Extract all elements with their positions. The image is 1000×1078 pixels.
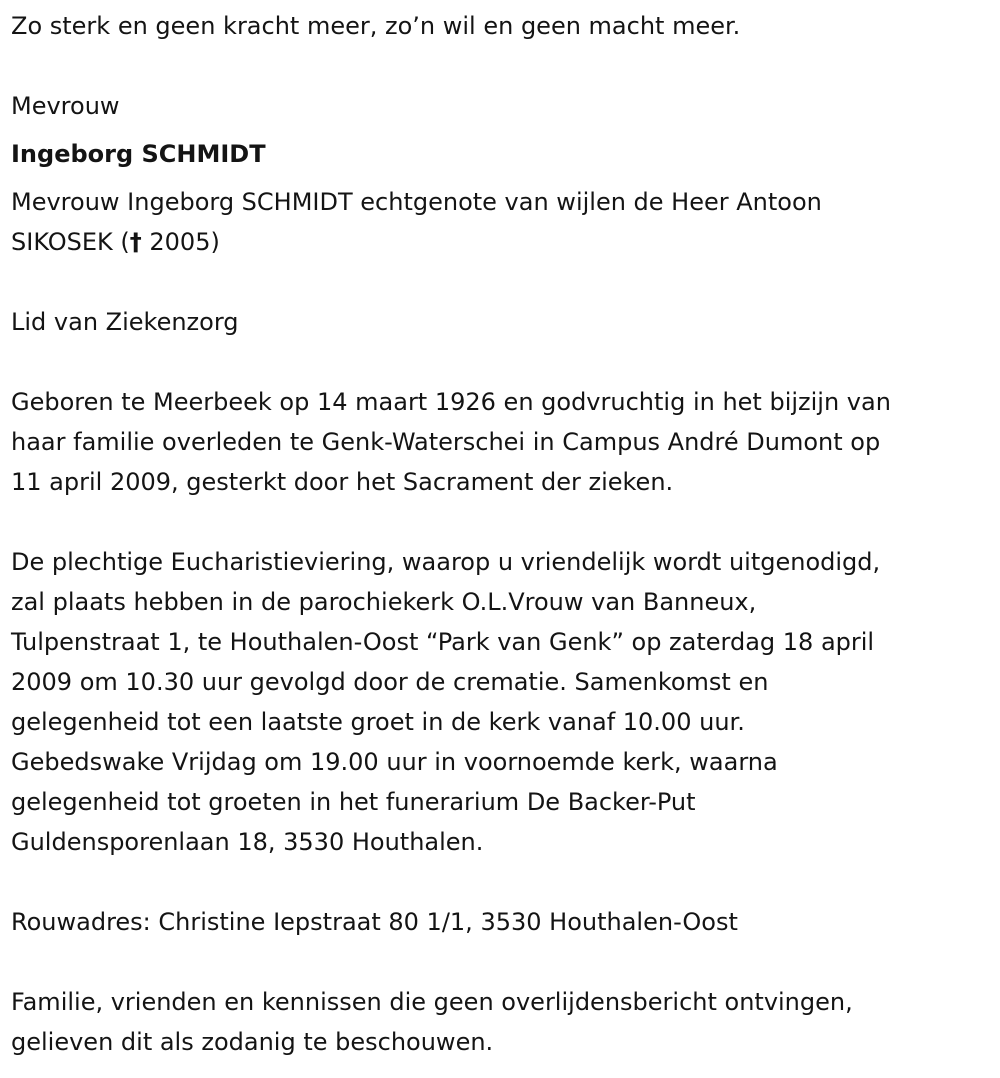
ceremony-line-1: De plechtige Eucharistieviering, waarop u vriendelijk wordt uitgenodigd, bbox=[11, 548, 881, 576]
deceased-name: Ingeborg SCHMIDT bbox=[11, 140, 266, 168]
birth-line-3: 11 april 2009, gesterkt door het Sacrament der zieken. bbox=[11, 468, 674, 496]
ceremony-line-6: Gebedswake Vrijdag om 19.00 uur in voornoemde kerk, waarna bbox=[11, 748, 778, 776]
spouse-line-2-prefix: SIKOSEK ( bbox=[11, 228, 130, 256]
cross-icon: † bbox=[129, 228, 142, 256]
membership: Lid van Ziekenzorg bbox=[11, 308, 239, 336]
ceremony-line-2: zal plaats hebben in de parochiekerk O.L.Vrouw van Banneux, bbox=[11, 588, 757, 616]
ceremony-line-4: 2009 om 10.30 uur gevolgd door de crematie. Samenkomst en bbox=[11, 668, 769, 696]
salutation: Mevrouw bbox=[11, 92, 120, 120]
spouse-line-2-suffix: 2005) bbox=[141, 228, 220, 256]
closing-line-2: gelieven dit als zodanig te beschouwen. bbox=[11, 1028, 494, 1056]
spouse-line-2 bbox=[11, 222, 220, 262]
mourning-address: Rouwadres: Christine Iepstraat 80 1/1, 3530 Houthalen-Oost bbox=[11, 908, 738, 936]
spouse-line-1: Mevrouw Ingeborg SCHMIDT echtgenote van wijlen de Heer Antoon bbox=[11, 188, 822, 216]
motto: Zo sterk en geen kracht meer, zo’n wil en geen macht meer. bbox=[11, 12, 741, 40]
closing-line-1: Familie, vrienden en kennissen die geen overlijdensbericht ontvingen, bbox=[11, 988, 853, 1016]
ceremony-line-8: Guldensporenlaan 18, 3530 Houthalen. bbox=[11, 828, 484, 856]
birth-line-2: haar familie overleden te Genk-Waterschei in Campus André Dumont op bbox=[11, 428, 881, 456]
ceremony-line-7: gelegenheid tot groeten in het funerarium De Backer-Put bbox=[11, 788, 696, 816]
ceremony-line-5: gelegenheid tot een laatste groet in de kerk vanaf 10.00 uur. bbox=[11, 708, 745, 736]
birth-line-1: Geboren te Meerbeek op 14 maart 1926 en godvruchtig in het bijzijn van bbox=[11, 388, 891, 416]
ceremony-line-3: Tulpenstraat 1, te Houthalen-Oost “Park van Genk” op zaterdag 18 april bbox=[11, 628, 875, 656]
